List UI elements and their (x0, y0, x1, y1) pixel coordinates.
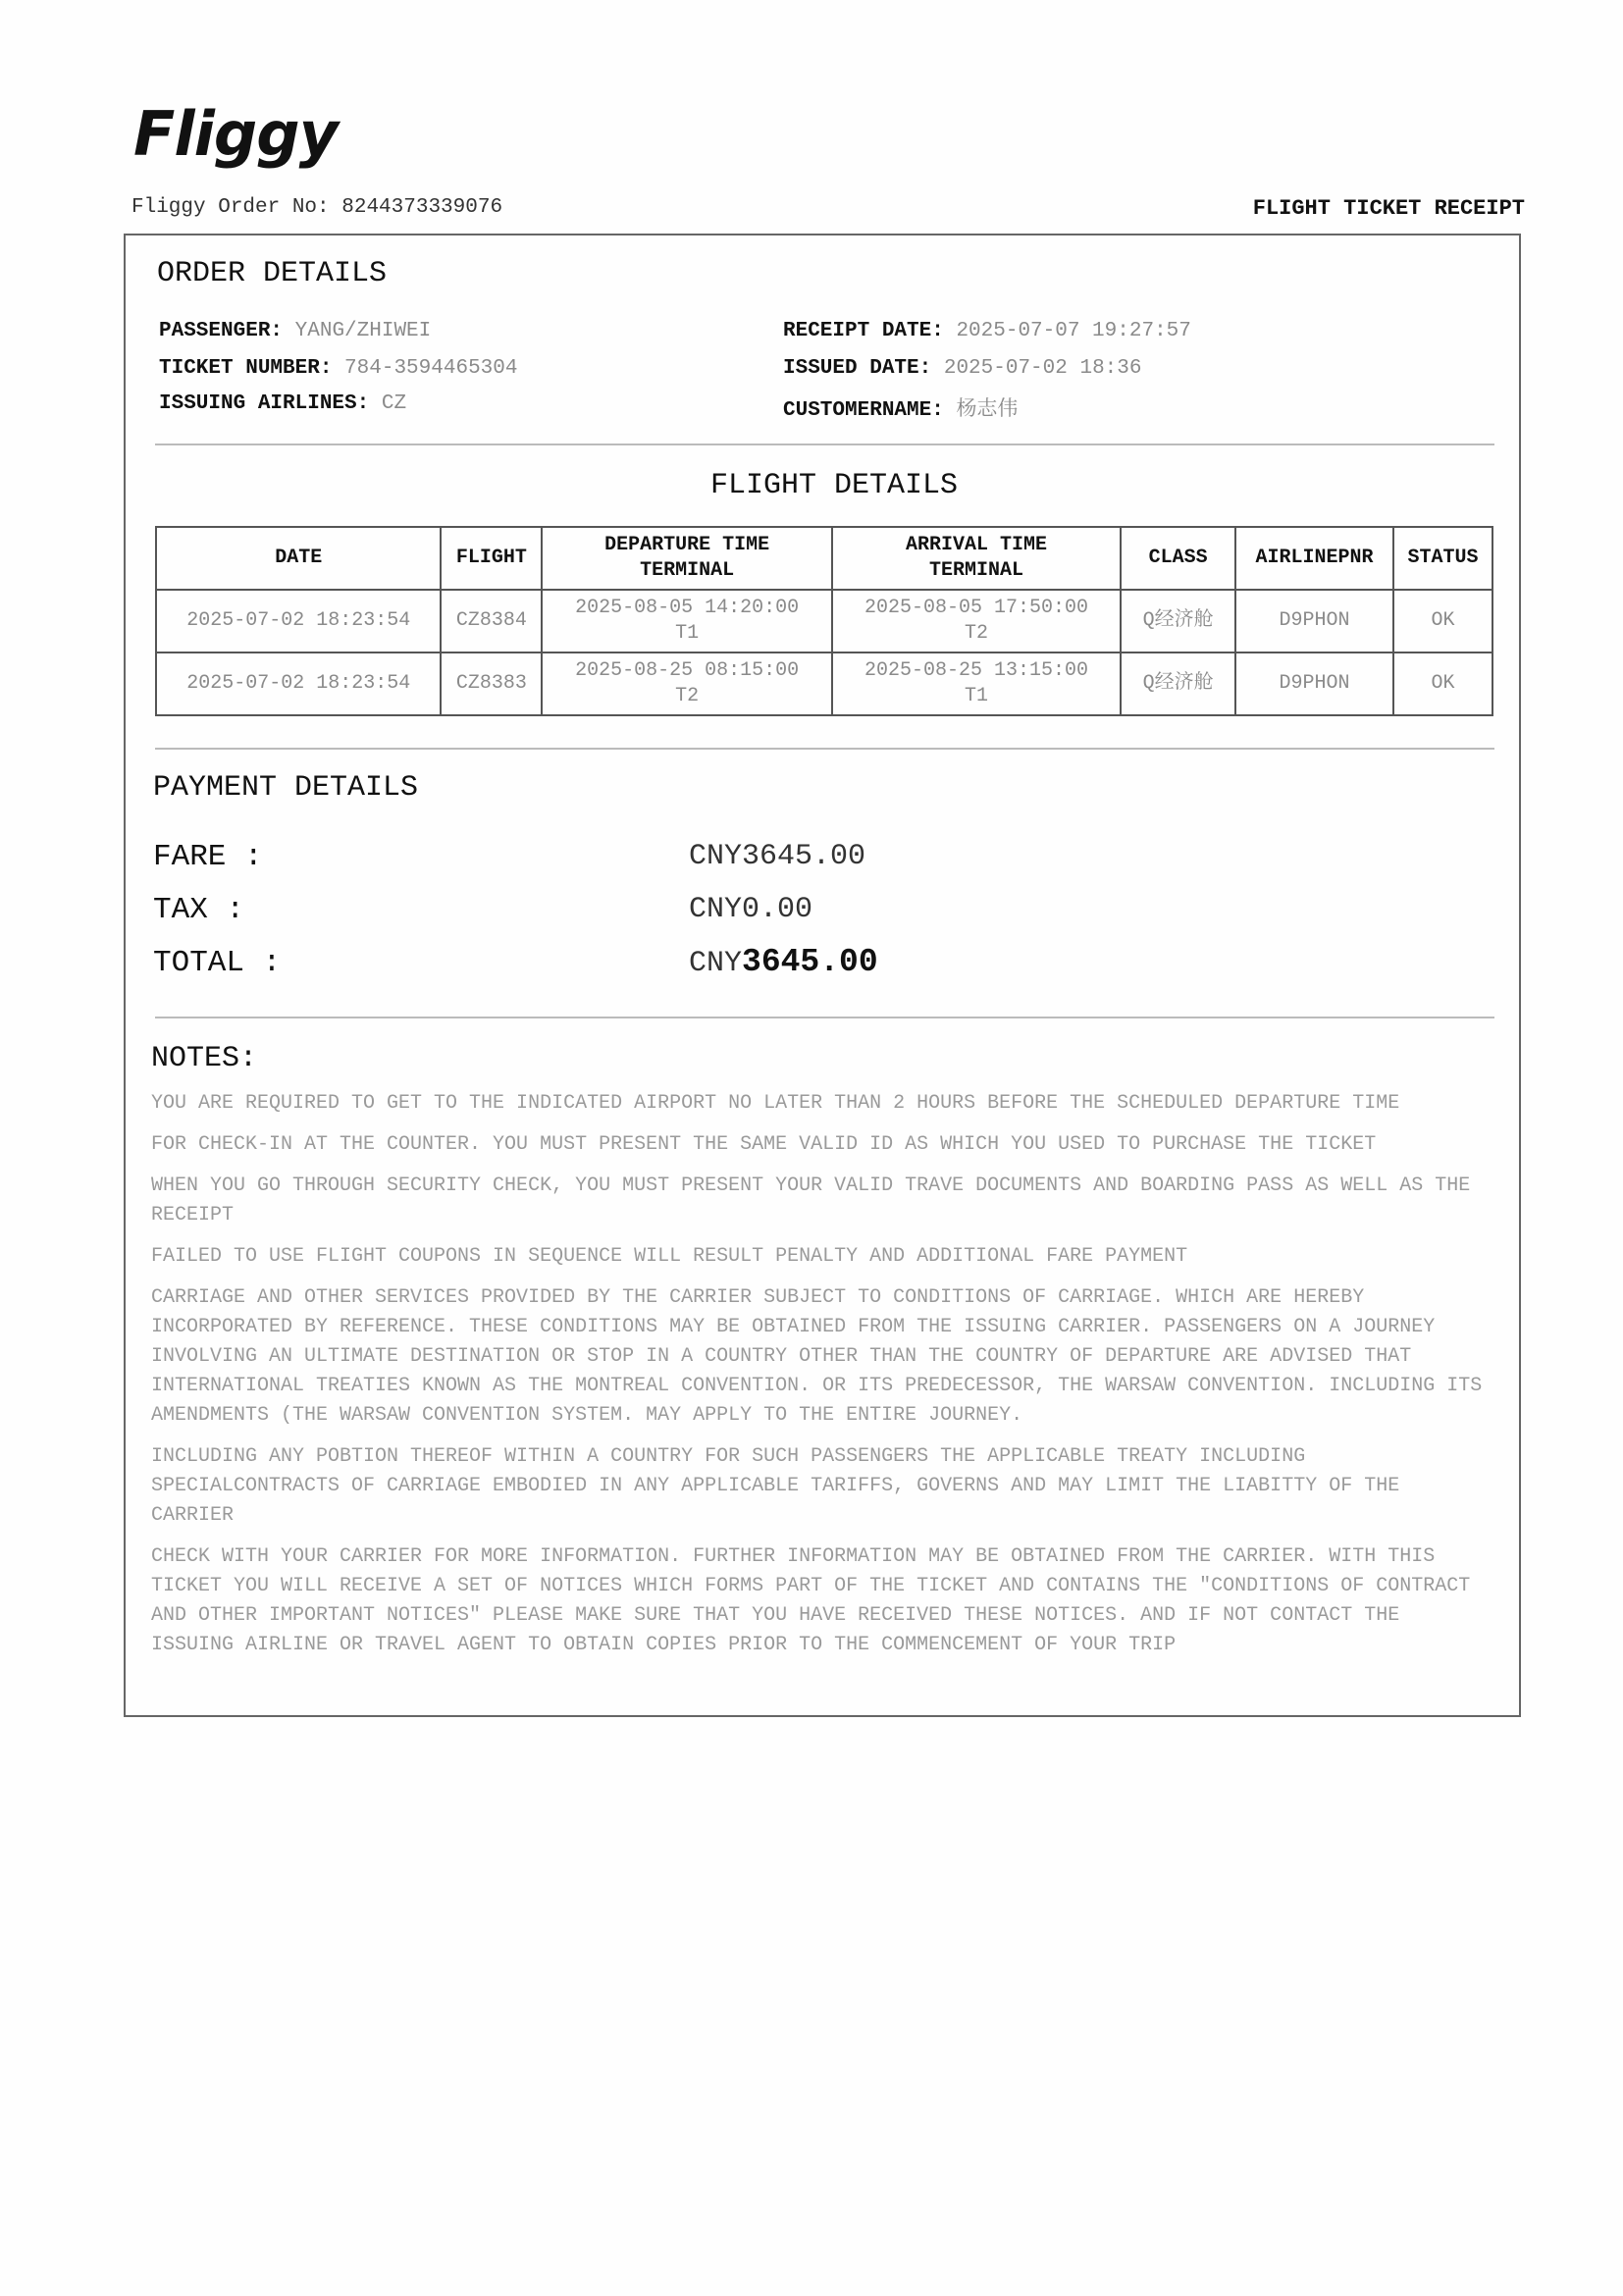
cell-arrival (832, 652, 1121, 715)
divider (155, 1017, 1494, 1018)
total-amount: 3645.00 (742, 944, 878, 980)
order-number: Fliggy Order No: 8244373339076 (131, 196, 503, 219)
note-paragraph: CHECK WITH YOUR CARRIER FOR MORE INFORMATION. FURTHER INFORMATION MAY BE OBTAINED FROM THE CARRIER. WITH THIS TICKET YOU WILL RECEIVE A SET OF NOTICES WHICH FORMS PART OF THE TICKET AND CONTAINS THE "CONDITIONS OF CONTRACT AND OTHER IMPORTANT NOTICES" PLEASE MAKE SURE THAT YOU HAVE RECEIVED THESE NOTICES. AND IF NOT CONTACT THE ISSUING AIRLINE OR TRAVEL AGENT TO OBTAIN COPIES PRIOR TO THE COMMENCEMENT OF YOUR TRIP (151, 1545, 1471, 1656)
receipt-title: FLIGHT TICKET RECEIPT (1252, 196, 1525, 221)
passenger-row (159, 320, 431, 342)
cell-pnr: D9PHON (1235, 652, 1393, 715)
cell-status: OK (1393, 652, 1492, 715)
col-pnr: AIRLINEPNR (1235, 527, 1393, 590)
tax-label: TAX : (153, 893, 245, 927)
table-row (156, 652, 1492, 715)
issuing-airlines-label: ISSUING AIRLINES: (159, 392, 370, 415)
issued-date-label: ISSUED DATE: (783, 357, 932, 380)
cell-date: 2025-07-02 18:23:54 (156, 652, 441, 715)
ticket-number-row (159, 357, 517, 380)
col-flight: FLIGHT (441, 527, 542, 590)
total-value (689, 944, 878, 980)
order-details-heading: ORDER DETAILS (157, 257, 388, 290)
cell-departure-time: 2025-08-25 08:15:00 (575, 659, 800, 682)
cell-class: Q经济舱 (1121, 652, 1235, 715)
col-class: CLASS (1121, 527, 1235, 590)
cell-departure-terminal: T1 (675, 622, 700, 645)
cell-arrival-time: 2025-08-25 13:15:00 (864, 659, 1089, 682)
fare-label: FARE : (153, 840, 263, 874)
col-arrival-terminal: TERMINAL (929, 559, 1024, 582)
col-departure-time: DEPARTURE TIME (604, 534, 770, 556)
total-label: TOTAL : (153, 946, 282, 980)
notes-heading: NOTES: (151, 1042, 258, 1075)
issued-date-row (783, 357, 1141, 380)
note-paragraph: INCLUDING ANY POBTION THEREOF WITHIN A COUNTRY FOR SUCH PASSENGERS THE APPLICABLE TREATY INCLUDING SPECIALCONTRACTS OF CARRIAGE EMBODIED IN ANY APPLICABLE TARIFFS, GOVERNS AND MAY LIMIT THE LIABITTY OF THE CARRIER (151, 1445, 1400, 1527)
cell-status: OK (1393, 590, 1492, 652)
customer-name-value: 杨志伟 (956, 399, 1019, 422)
passenger-value: YANG/ZHIWEI (294, 320, 432, 342)
table-row (156, 590, 1492, 652)
receipt-date-row (783, 320, 1191, 342)
receipt-date-value: 2025-07-07 19:27:57 (956, 320, 1191, 342)
issuing-airlines-value: CZ (381, 392, 407, 415)
total-currency: CNY (689, 947, 743, 980)
note-paragraph: FAILED TO USE FLIGHT COUPONS IN SEQUENCE WILL RESULT PENALTY AND ADDITIONAL FARE PAYMENT (151, 1245, 1188, 1268)
cell-departure (542, 590, 831, 652)
col-arrival (832, 527, 1121, 590)
cell-arrival (832, 590, 1121, 652)
cell-arrival-time: 2025-08-05 17:50:00 (864, 597, 1089, 619)
flight-table-header (156, 527, 1492, 590)
cell-flight: CZ8384 (441, 590, 542, 652)
note-paragraph: YOU ARE REQUIRED TO GET TO THE INDICATED AIRPORT NO LATER THAN 2 HOURS BEFORE THE SCHEDULED DEPARTURE TIME (151, 1092, 1400, 1115)
note-paragraph: CARRIAGE AND OTHER SERVICES PROVIDED BY THE CARRIER SUBJECT TO CONDITIONS OF CARRIAGE. WHICH ARE HEREBY INCORPORATED BY REFERENCE. THESE CONDITIONS MAY BE OBTAINED FROM THE ISSUING CARRIER. PASSENGERS ON A JOURNEY INVOLVING AN ULTIMATE DESTINATION OR STOP IN A COUNTRY OTHER THAN THE COUNTRY OF DEPARTURE ARE ADVISED THAT INTERNATIONAL TREATIES KNOWN AS THE MONTREAL CONVENTION. OR ITS PREDECESSOR, THE WARSAW CONVENTION. INCLUDING ITS AMENDMENTS (THE WARSAW CONVENTION SYSTEM. MAY APPLY TO THE ENTIRE JOURNEY. (151, 1286, 1483, 1427)
cell-date: 2025-07-02 18:23:54 (156, 590, 441, 652)
col-status: STATUS (1393, 527, 1492, 590)
flight-details-heading: FLIGHT DETAILS (710, 469, 959, 502)
issuing-airlines-row (159, 392, 406, 415)
payment-details-heading: PAYMENT DETAILS (153, 771, 419, 805)
issued-date-value: 2025-07-02 18:36 (943, 357, 1142, 380)
cell-departure-terminal: T2 (675, 685, 700, 707)
customer-name-row (783, 392, 1018, 422)
notes-body (151, 1089, 1486, 1672)
flight-table (155, 526, 1493, 716)
cell-departure (542, 652, 831, 715)
col-date: DATE (156, 527, 441, 590)
cell-arrival-terminal: T2 (965, 622, 989, 645)
ticket-number-label: TICKET NUMBER: (159, 357, 333, 380)
receipt-date-label: RECEIPT DATE: (783, 320, 944, 342)
note-paragraph: WHEN YOU GO THROUGH SECURITY CHECK, YOU MUST PRESENT YOUR VALID TRAVE DOCUMENTS AND BOARDING PASS AS WELL AS THE RECEIPT (151, 1174, 1471, 1226)
cell-class: Q经济舱 (1121, 590, 1235, 652)
col-departure (542, 527, 831, 590)
customer-name-label: CUSTOMERNAME: (783, 399, 944, 422)
col-arrival-time: ARRIVAL TIME (906, 534, 1048, 556)
ticket-number-value: 784-3594465304 (344, 357, 518, 380)
divider (155, 444, 1494, 445)
cell-departure-time: 2025-08-05 14:20:00 (575, 597, 800, 619)
cell-pnr: D9PHON (1235, 590, 1393, 652)
fare-value: CNY3645.00 (689, 840, 866, 873)
note-paragraph: FOR CHECK-IN AT THE COUNTER. YOU MUST PRESENT THE SAME VALID ID AS WHICH YOU USED TO PURCHASE THE TICKET (151, 1133, 1377, 1156)
tax-value: CNY0.00 (689, 893, 813, 926)
cell-flight: CZ8383 (441, 652, 542, 715)
col-departure-terminal: TERMINAL (640, 559, 735, 582)
cell-arrival-terminal: T1 (965, 685, 989, 707)
fliggy-logo: Fliggy (133, 98, 339, 170)
divider (155, 748, 1494, 750)
passenger-label: PASSENGER: (159, 320, 284, 342)
